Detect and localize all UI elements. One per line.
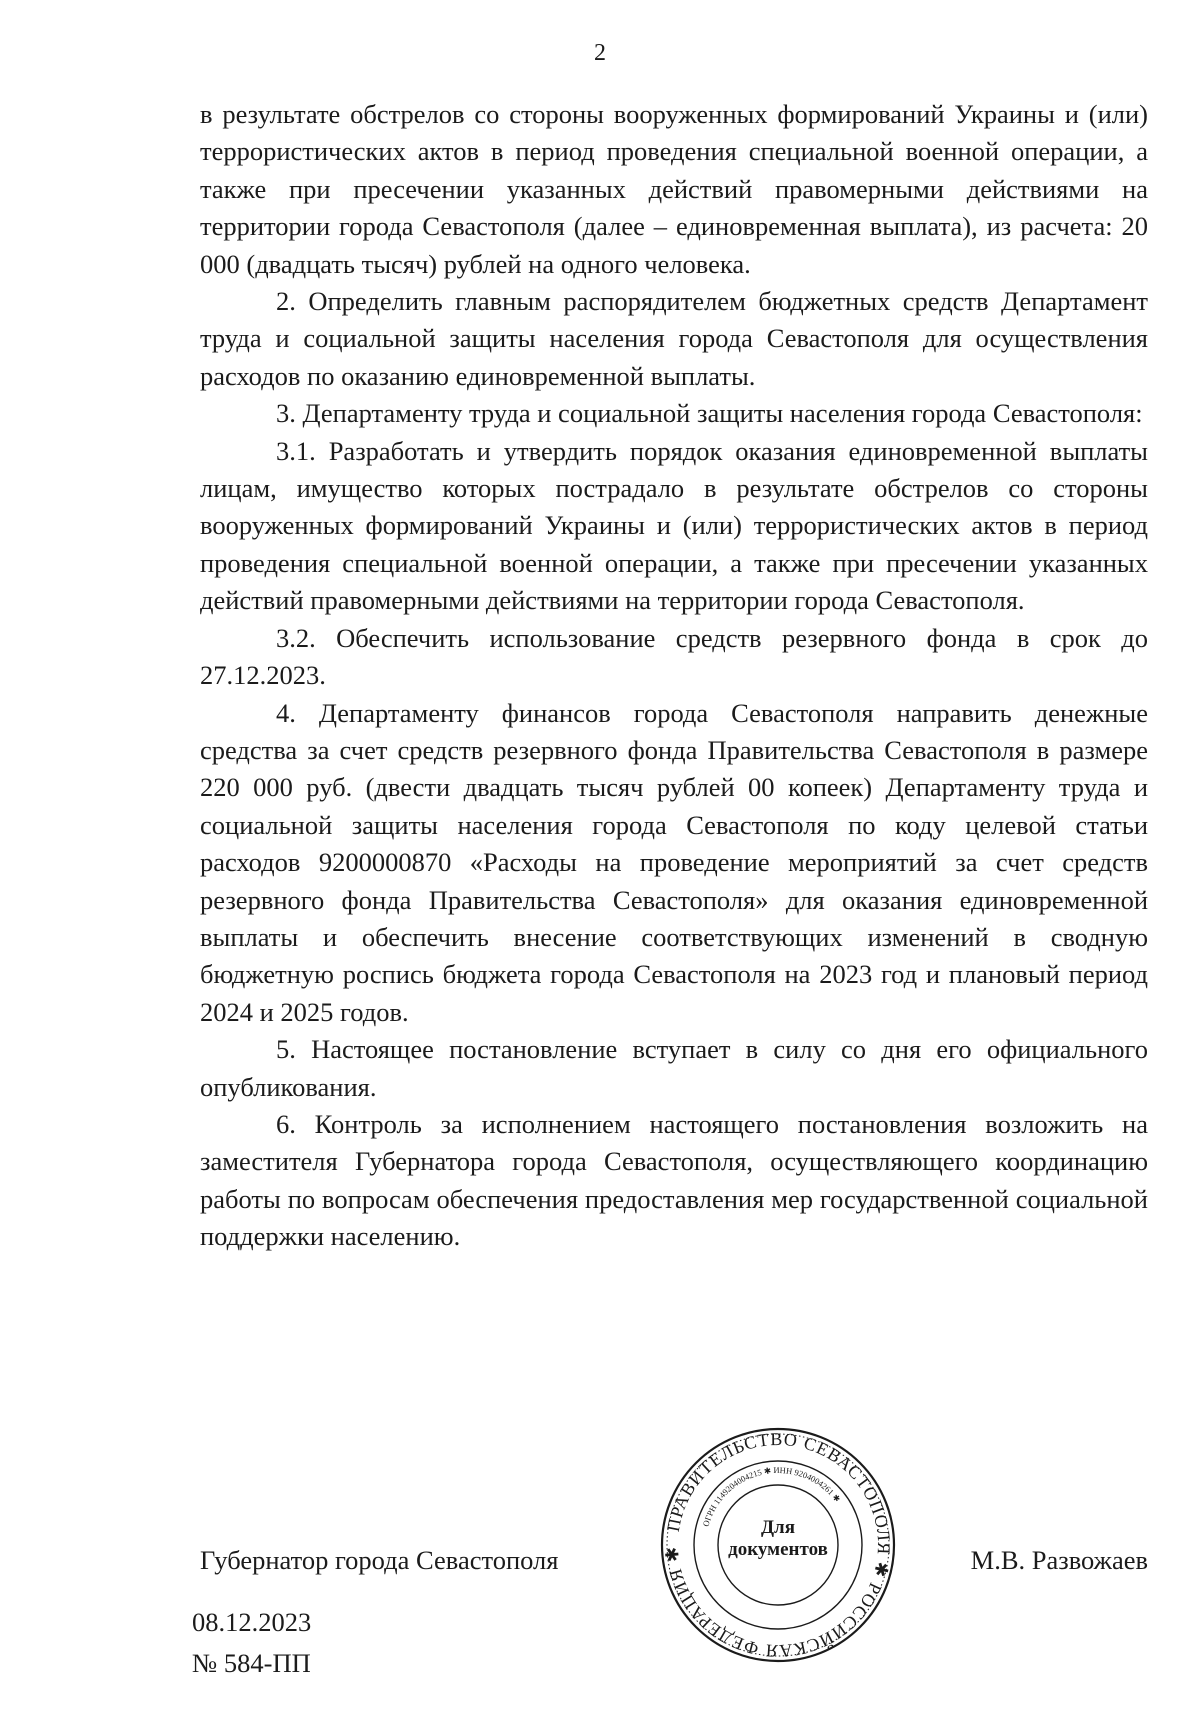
seal-center-text <box>698 1517 858 1561</box>
signatory-name: М.В. Развожаев <box>970 1545 1148 1575</box>
document-date: 08.12.2023 <box>192 1607 312 1637</box>
document-body <box>200 96 1148 1256</box>
paragraph-continuation: в результате обстрелов со стороны вооруженных формирований Украины и (или) террористических актов в период проведения специальной военной операции, а также при пресечении указанных действий правомерными действиями на территории города Севастополя (далее – единовременная выплата), из расчета: 20 000 (двадцать тысяч) рублей на одного человека. <box>200 99 1148 279</box>
page-number: 2 <box>594 40 606 66</box>
official-seal <box>658 1425 898 1665</box>
paragraph-item-5: 5. Настоящее постановление вступает в силу со дня его официального опубликования. <box>200 1034 1148 1102</box>
paragraph-item-4: 4. Департаменту финансов города Севастополя направить денежные средства за счет средств резервного фонда Правительства Севастополя в размере 220 000 руб. (двести двадцать тысяч рублей 00 копеек) Департаменту труда и социальной защиты населения города Севастополя по коду целевой статьи расходов 9200000870 «Расходы на проведение мероприятий за счет средств резервного фонда Правительства Севастополя» для оказания единовременной выплаты и обеспечить внесение соответствующих изменений в сводную бюджетную роспись бюджета города Севастополя на 2023 год и плановый период 2024 и 2025 годов. <box>200 697 1148 1027</box>
paragraph-item-3: 3. Департаменту труда и социальной защиты населения города Севастополя: <box>276 398 1143 429</box>
document-number: № 584-ПП <box>192 1648 311 1678</box>
seal-outer-text: ПРАВИТЕЛЬСТВО СЕВАСТОПОЛЯ ✱ РОССИЙСКАЯ ФЕДЕРАЦИЯ ✱ <box>661 1428 895 1662</box>
paragraph-item-2: 2. Определить главным распорядителем бюджетных средств Департамент труда и социальной защиты населения города Севастополя для осуществления расходов по оказанию единовременной выплаты. <box>200 286 1148 391</box>
paragraph-item-3-2: 3.2. Обеспечить использование средств резервного фонда в срок до 27.12.2023. <box>200 622 1148 691</box>
seal-center-line-1: Для <box>760 1517 795 1538</box>
seal-inner-text: ОГРН 1149204004215 ✱ ИНН 9204004261 ✱ <box>700 1464 843 1528</box>
paragraph-item-6: 6. Контроль за исполнением настоящего постановления возложить на заместителя Губернатора города Севастополя, осуществляющего координацию работы по вопросам обеспечения предоставления мер государственной социальной поддержки населению. <box>200 1108 1148 1252</box>
seal-center-line-2: документов <box>728 1539 828 1560</box>
signatory-title: Губернатор города Севастополя <box>200 1545 559 1575</box>
paragraph-item-3-1: 3.1. Разработать и утвердить порядок оказания единовременной выплаты лицам, имущество которых пострадало в результате обстрелов со стороны вооруженных формирований Украины и (или) террористических актов в период проведения специальной военной операции, а также при пресечении указанных действий правомерными действиями на территории города Севастополя. <box>200 435 1148 616</box>
